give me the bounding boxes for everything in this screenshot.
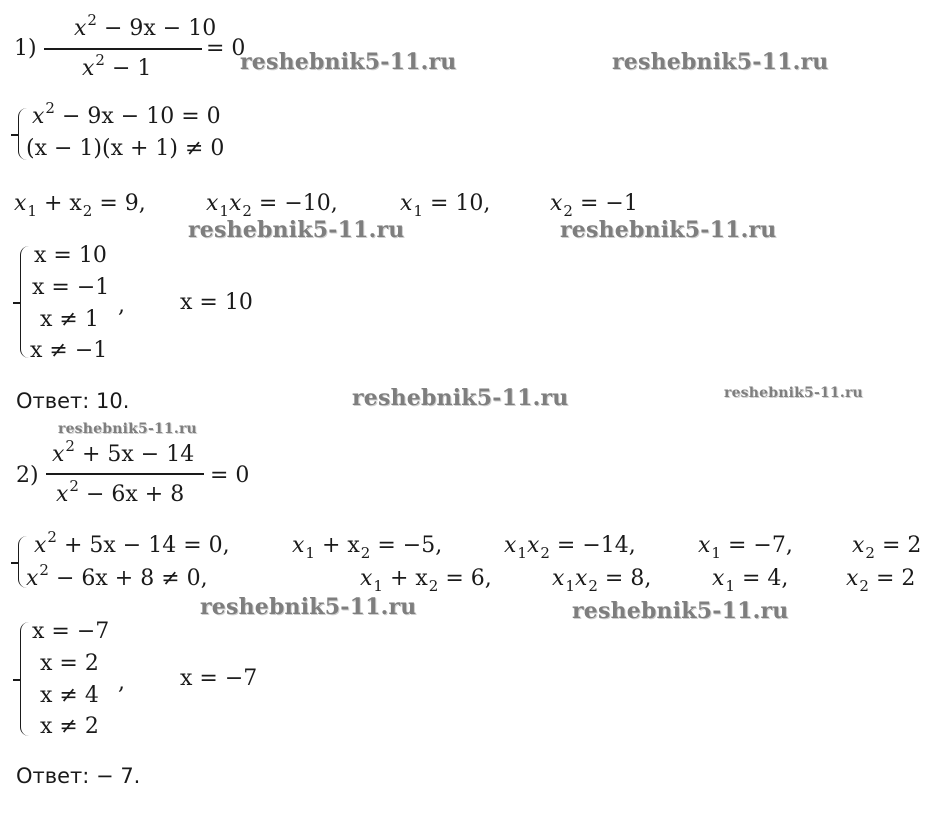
task1-case-2: x = −1	[32, 275, 110, 300]
watermark: reshebnik5-11.ru	[188, 217, 405, 243]
task1-cases-brace	[20, 246, 29, 358]
task2-eq-zero: = 0	[210, 463, 250, 488]
task1-vieta-product: $x_1x_2 = -10$,	[206, 191, 338, 220]
task2-cases-brace	[20, 622, 29, 736]
watermark: reshebnik5-11.ru	[200, 594, 417, 620]
task1-denominator: $x^2 - 1$	[82, 51, 152, 81]
watermark: reshebnik5-11.ru	[560, 217, 777, 243]
task1-fraction	[44, 11, 217, 84]
task1-fraction-bar	[44, 48, 202, 50]
task2-answer: Ответ: − 7.	[16, 764, 141, 788]
task2-denominator: $x^2 - 6x + 8$	[56, 477, 185, 507]
watermark: reshebnik5-11.ru	[240, 49, 457, 75]
task1-system-line-2: (x − 1)(x + 1) ≠ 0	[26, 136, 225, 161]
task1-numerator: $x^2 - 9x - 10$	[74, 11, 217, 41]
task2-line1-root-2: $x_2 = 2$	[852, 533, 922, 562]
task2-numerator: $x^2 + 5x - 14$	[52, 437, 195, 467]
task1-system-line-1: $x^2 - 9x - 10 = 0$	[32, 99, 221, 129]
task2-system-line-2: $x^2 - 6x + 8 \ne 0$,	[26, 561, 208, 591]
task2-label: 2)	[16, 463, 39, 488]
watermark: reshebnik5-11.ru	[58, 421, 197, 437]
task1-case-1: x = 10	[34, 243, 107, 268]
task1-root-2: $x_2 = -1$	[550, 191, 638, 220]
watermark: reshebnik5-11.ru	[352, 385, 569, 411]
task2-line2-root-2: $x_2 = 2$	[846, 566, 916, 595]
task2-line2-vieta-product: $x_1x_2 = 8$,	[552, 566, 652, 595]
watermark: reshebnik5-11.ru	[724, 385, 863, 401]
task1-case-3: x ≠ 1	[40, 307, 99, 332]
task2-system-line-1: $x^2 + 5x - 14 = 0$,	[34, 528, 230, 558]
task2-case-1: x = −7	[32, 619, 110, 644]
task2-case-2: x = 2	[40, 651, 99, 676]
task2-line2-root-1: $x_1 = 4$,	[712, 566, 789, 595]
task2-line1-root-1: $x_1 = -7$,	[698, 533, 793, 562]
task1-cases-comma: ,	[118, 293, 125, 318]
task2-cases-comma: ,	[118, 670, 125, 695]
task2-result: x = −7	[180, 666, 258, 691]
task2-line1-vieta-sum: $x_1 + x_2 = -5$,	[292, 533, 443, 562]
task1-answer: Ответ: 10.	[16, 389, 130, 413]
watermark: reshebnik5-11.ru	[572, 598, 789, 624]
task1-label: 1)	[14, 36, 37, 61]
task2-fraction	[46, 437, 206, 510]
task1-case-4: x ≠ −1	[30, 338, 108, 363]
task2-case-4: x ≠ 2	[40, 714, 99, 739]
task1-vieta-sum: $x_1 + x_2 = 9$,	[14, 191, 146, 220]
task2-line2-vieta-sum: $x_1 + x_2 = 6$,	[360, 566, 492, 595]
task2-line1-vieta-product: $x_1x_2 = -14$,	[504, 533, 636, 562]
watermark: reshebnik5-11.ru	[612, 49, 829, 75]
task2-fraction-bar	[46, 473, 204, 475]
task1-result: x = 10	[180, 290, 253, 315]
task1-root-1: $x_1 = 10$,	[400, 191, 491, 220]
task2-case-3: x ≠ 4	[40, 683, 99, 708]
task1-eq-zero: = 0	[206, 36, 246, 61]
